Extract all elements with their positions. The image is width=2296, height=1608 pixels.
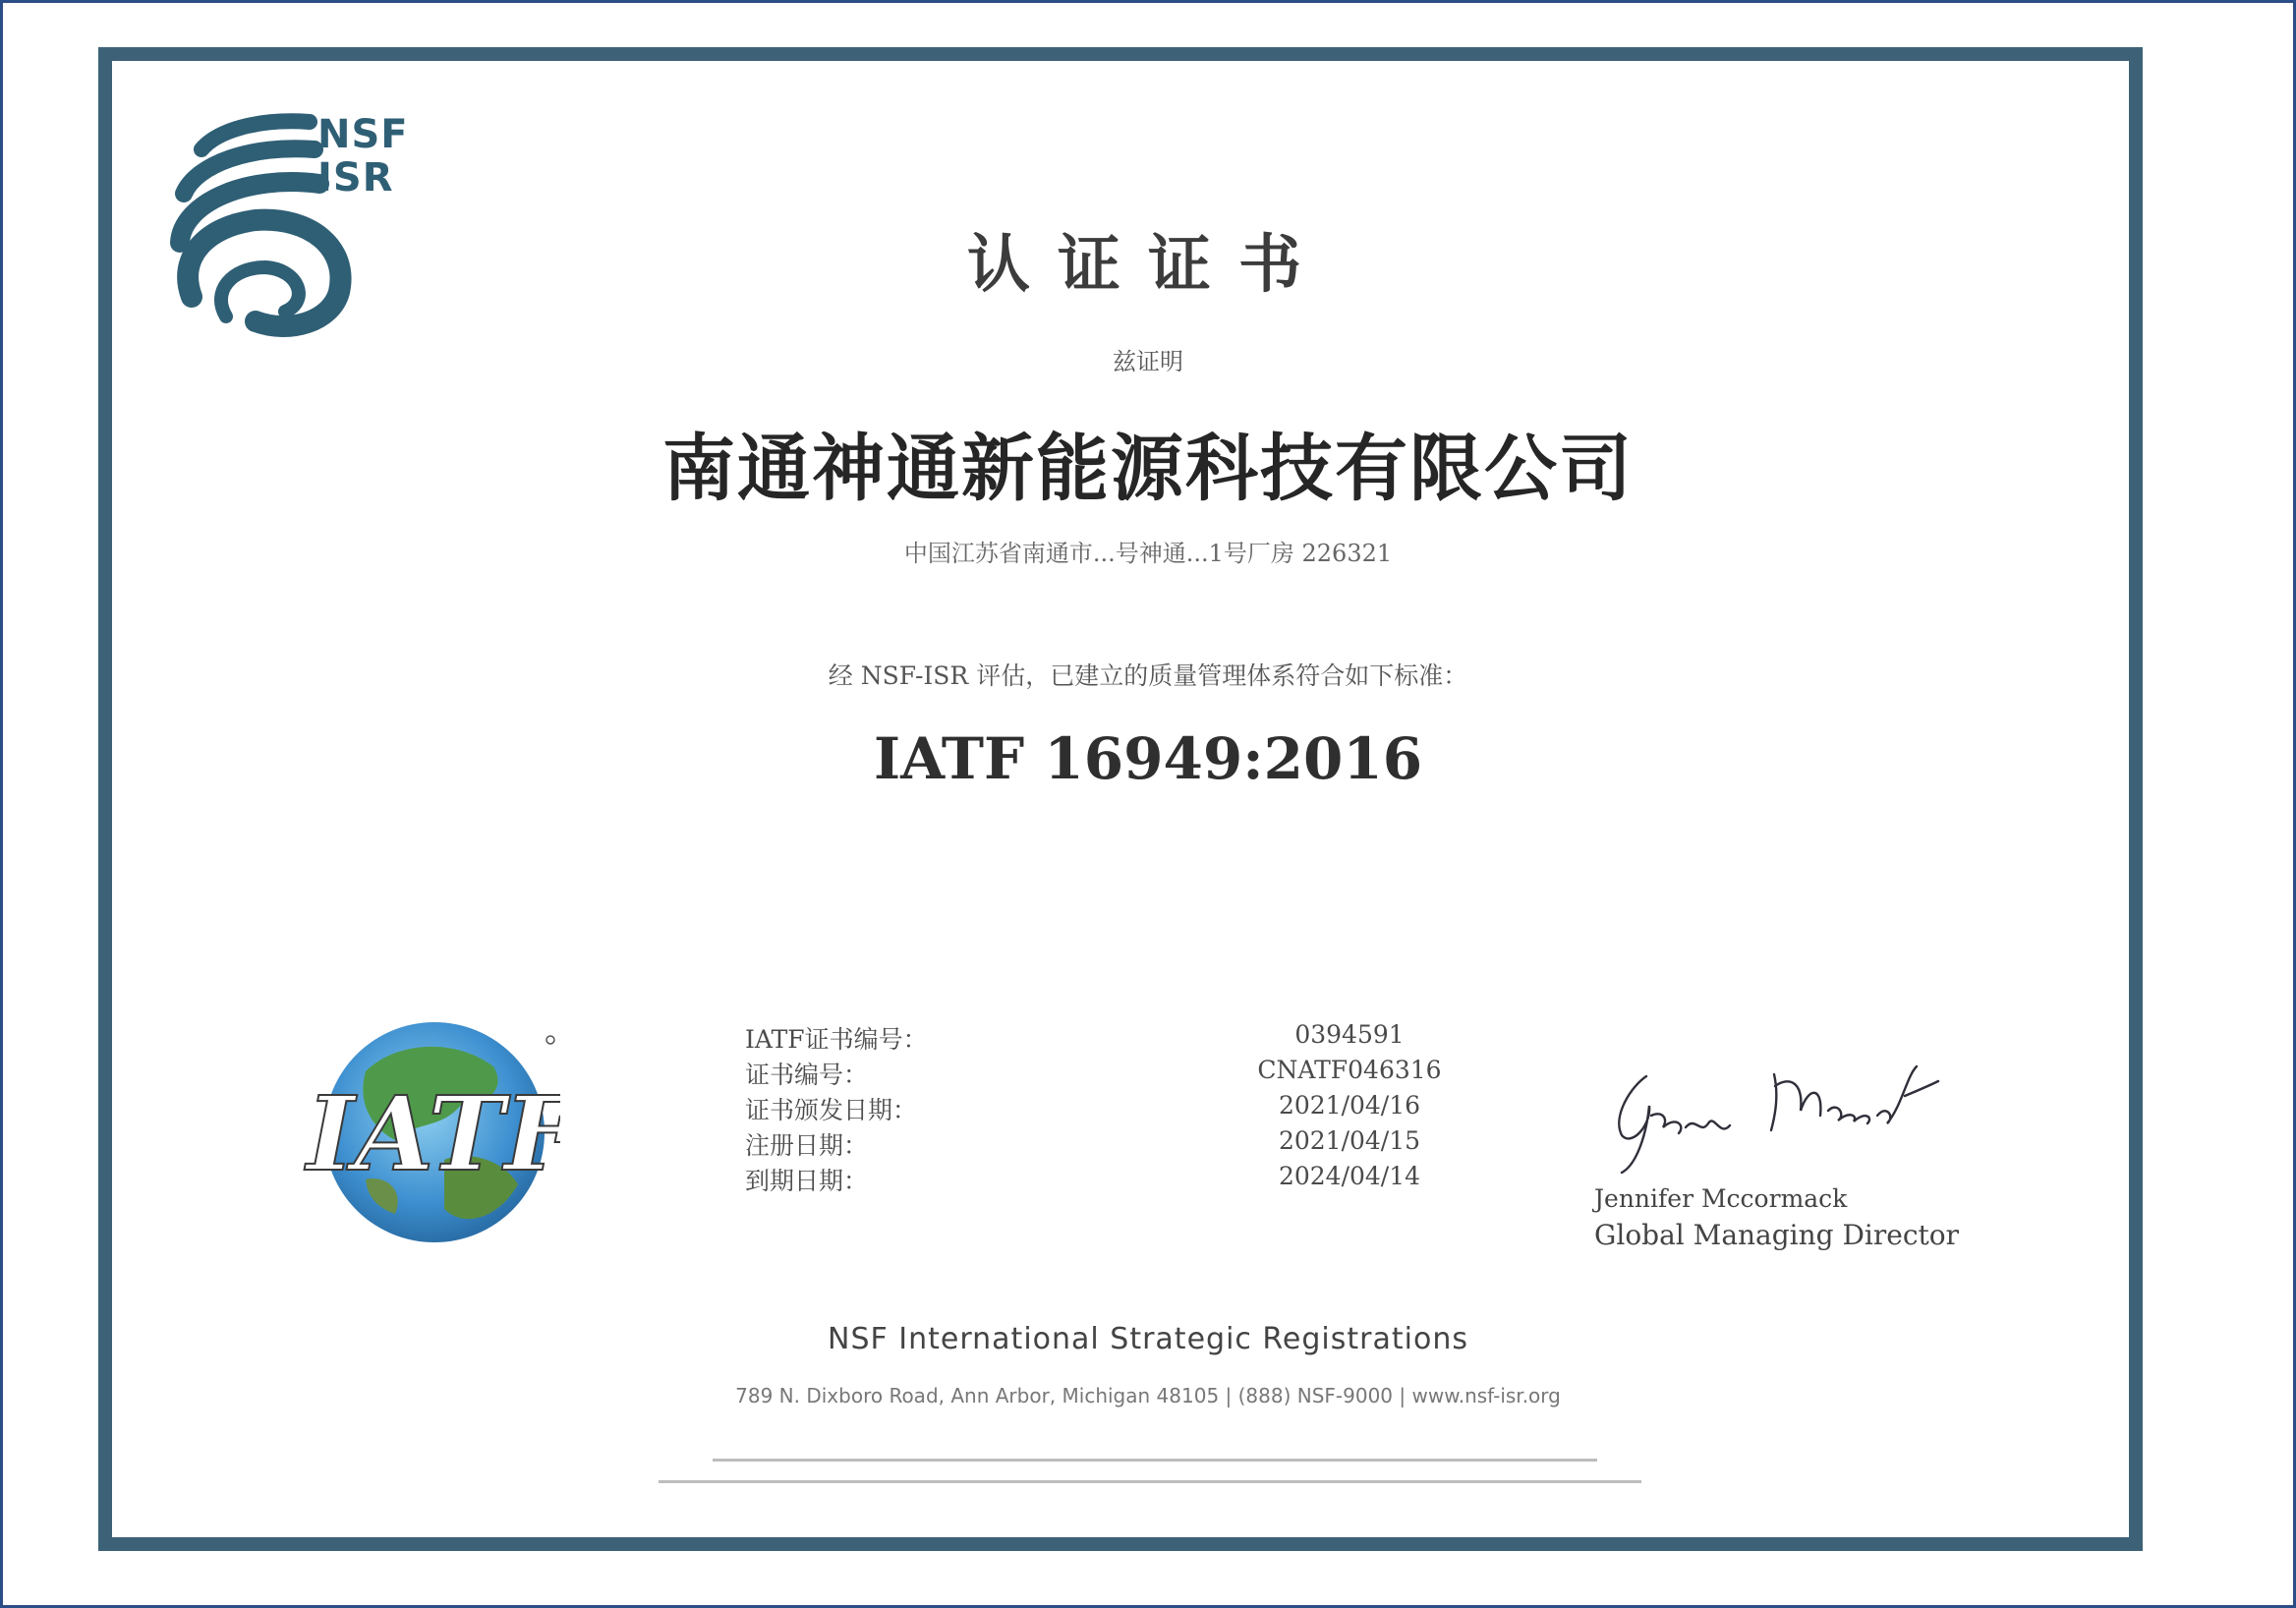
- signatory-title: Global Managing Director: [1594, 1219, 1960, 1251]
- detail-value: 2021/04/16: [1278, 1091, 1421, 1120]
- detail-value: 2021/04/15: [1278, 1126, 1421, 1155]
- handwritten-signature: [1592, 1057, 1985, 1184]
- detail-row-certificate-number: [745, 1056, 1492, 1091]
- detail-row-iatf-number: [745, 1020, 1492, 1056]
- detail-value: 2024/04/14: [1278, 1162, 1421, 1190]
- issuer-name: NSF International Strategic Registrations: [828, 1322, 1468, 1356]
- standard-name: IATF 16949:2016: [873, 725, 1423, 792]
- detail-value: 0394591: [1294, 1020, 1405, 1049]
- detail-label: IATF证书编号：: [745, 1025, 928, 1054]
- company-address: 中国江苏省南通市...号神通...1号厂房 226321: [903, 540, 1393, 567]
- detail-row-registration-date: [745, 1126, 1492, 1162]
- signatory-name: Jennifer Mccormack: [1594, 1184, 1848, 1213]
- isr-logo-text: ISR: [317, 155, 394, 201]
- fine-print-line: [659, 1480, 1641, 1483]
- nsf-logo-text: NSF: [317, 112, 409, 157]
- certificate-title: 认证证书: [967, 228, 1329, 302]
- iatf-globe-icon: [297, 1012, 560, 1258]
- detail-row-issue-date: [745, 1091, 1492, 1126]
- company-name: 南通神通新能源科技有限公司: [662, 427, 1634, 511]
- detail-label: 证书颁发日期：: [745, 1096, 918, 1124]
- detail-label: 证书编号：: [745, 1061, 869, 1089]
- detail-row-expiry-date: [745, 1162, 1492, 1197]
- detail-label: 注册日期：: [745, 1131, 869, 1160]
- issuer-address: 789 N. Dixboro Road, Ann Arbor, Michigan 48105 | (888) NSF-9000 | www.nsf-isr.org: [735, 1384, 1561, 1407]
- iatf-logo: [297, 1012, 560, 1258]
- iatf-logo-text: IATF: [307, 1073, 560, 1194]
- fine-print-line: [713, 1459, 1597, 1462]
- certify-line: 兹证明: [1113, 348, 1183, 375]
- certificate-details: [745, 1020, 1492, 1197]
- detail-label: 到期日期：: [745, 1167, 869, 1195]
- detail-value: CNATF046316: [1257, 1056, 1442, 1084]
- assessment-statement: 经 NSF-ISR 评估，已建立的质量管理体系符合如下标准：: [828, 661, 1468, 690]
